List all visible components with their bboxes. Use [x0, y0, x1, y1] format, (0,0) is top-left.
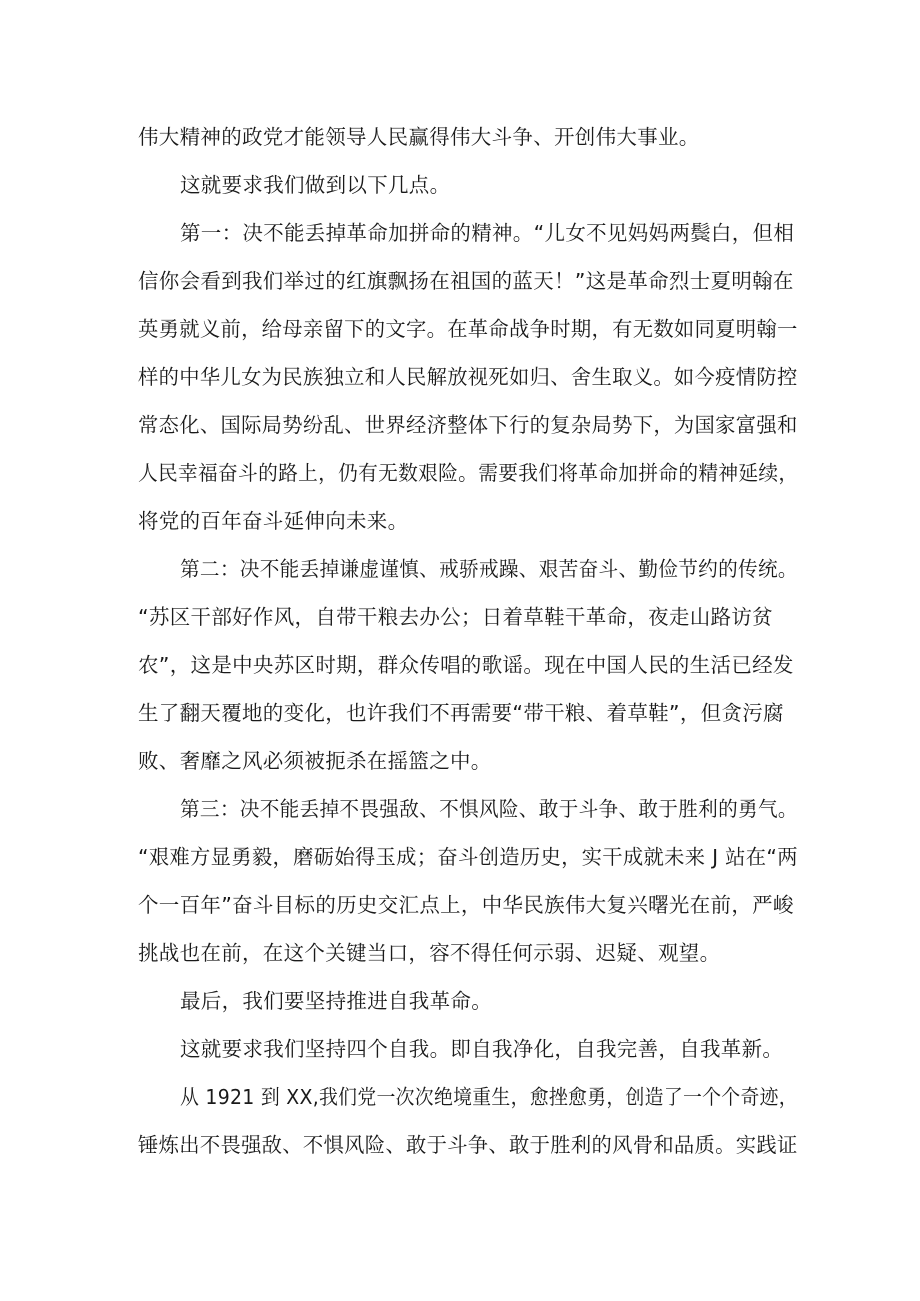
text-line: 样的中华儿女为民族独立和人民解放视死如归、舍生取义。如今疫情防控 — [138, 365, 798, 389]
text-line: “苏区干部好作风，自带干粮去办公；日着草鞋干革命，夜走山路访贫 — [138, 605, 773, 629]
text-line: 从 1921 到 XX,我们党一次次绝境重生，愈挫愈勇，创造了一个个奇迹， — [180, 1085, 798, 1109]
text-line: 将党的百年奋斗延伸向未来。 — [138, 509, 409, 533]
text-line: 锤炼出不畏强敌、不惧风险、敢于斗争、敢于胜利的风骨和品质。实践证 — [138, 1133, 798, 1157]
text-line: 这就要求我们做到以下几点。 — [180, 173, 451, 197]
text-line: 信你会看到我们举过的红旗飘扬在祖国的蓝天！”这是革命烈士夏明翰在 — [138, 269, 794, 293]
text-line: “艰难方显勇毅，磨砺始得玉成；奋斗创造历史，实干成就未来 J 站在“两 — [138, 845, 798, 869]
text-line: 农”，这是中央苏区时期，群众传唱的歌谣。现在中国人民的生活已经发 — [138, 653, 794, 677]
text-line: 第三：决不能丢掉不畏强敌、不惧风险、敢于斗争、敢于胜利的勇气。 — [180, 797, 798, 821]
text-line: 个一百年”奋斗目标的历史交汇点上，中华民族伟大复兴曙光在前，严峻 — [138, 893, 794, 917]
text-line: 这就要求我们坚持四个自我。即自我净化，自我完善，自我革新。 — [180, 1037, 784, 1061]
text-line: 第二：决不能丢掉谦虚谨慎、戒骄戒躁、艰苦奋斗、勤俭节约的传统。 — [180, 557, 798, 581]
text-line: 败、奢靡之风必须被扼杀在摇篮之中。 — [138, 749, 492, 773]
text-line: 生了翻天覆地的变化，也许我们不再需要“带干粮、着草鞋”，但贪污腐 — [138, 701, 784, 725]
text-line: 最后，我们要坚持推进自我革命。 — [180, 989, 492, 1013]
text-line: 伟大精神的政党才能领导人民赢得伟大斗争、开创伟大事业。 — [138, 125, 700, 149]
text-line: 常态化、国际局势纷乱、世界经济整体下行的复杂局势下，为国家富强和 — [138, 413, 798, 437]
text-line: 第一：决不能丢掉革命加拼命的精神。“儿女不见妈妈两鬓白，但相 — [180, 221, 795, 245]
text-line: 人民幸福奋斗的路上，仍有无数艰险。需要我们将革命加拼命的精神延续， — [138, 461, 799, 485]
text-line: 英勇就义前，给母亲留下的文字。在革命战争时期，有无数如同夏明翰一 — [138, 317, 798, 341]
text-line: 挑战也在前，在这个关键当口，容不得任何示弱、迟疑、观望。 — [138, 941, 721, 965]
